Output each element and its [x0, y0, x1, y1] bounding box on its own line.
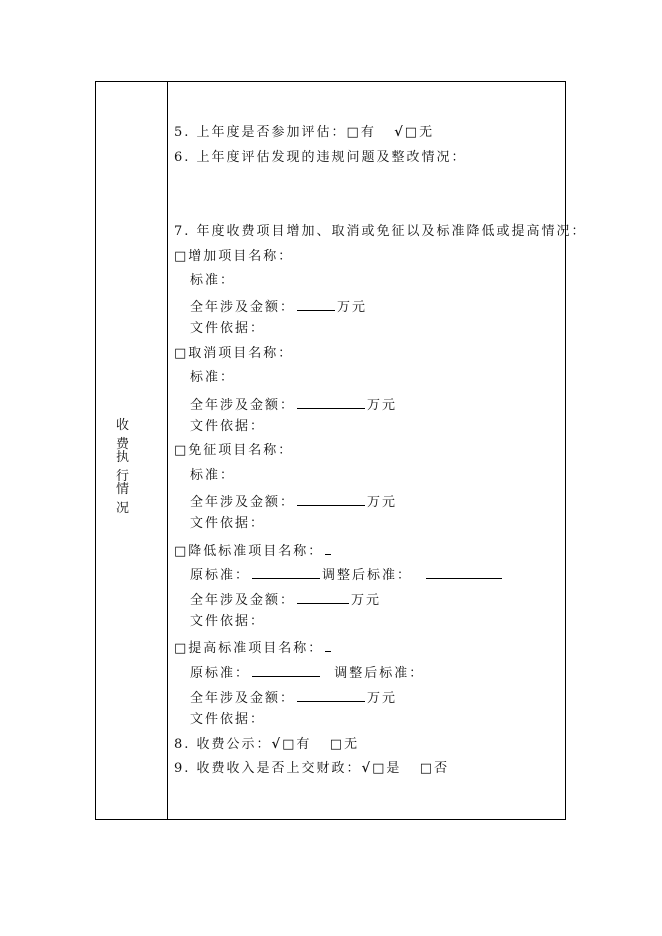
q5-text: 5. 上年度是否参加评估： [174, 125, 347, 140]
table-border [95, 81, 566, 820]
cancel-unit: 万元 [367, 398, 398, 413]
add-name[interactable]: □增加项目名称： [174, 249, 294, 264]
side-label-2: 执行 [116, 450, 133, 484]
lower-amount-line [190, 589, 381, 607]
q7-line: 7. 年度收费项目增加、取消或免征以及标准降低或提高情况： [174, 224, 587, 239]
raise-orig-label: 原标准： [190, 666, 251, 681]
add-standard: 标准： [190, 273, 236, 288]
lower-orig-label: 原标准： [190, 568, 251, 583]
side-label-1: 收费 [116, 418, 133, 452]
lower-name-label[interactable]: □降低标准项目名称： [174, 544, 324, 559]
raise-name-line [174, 637, 333, 655]
raise-amount-label: 全年涉及金额： [190, 691, 296, 706]
add-amount-label: 全年涉及金额： [190, 300, 296, 315]
side-label-3: 情况 [116, 482, 133, 516]
q5-line [174, 124, 434, 142]
cancel-name[interactable]: □取消项目名称： [174, 346, 294, 361]
q8-line [174, 736, 359, 754]
column-divider [167, 81, 168, 820]
q9-text: 9. 收费收入是否上交财政： [174, 761, 362, 776]
exempt-amount-line [190, 491, 397, 509]
lower-name-field[interactable] [325, 540, 331, 555]
cancel-basis: 文件依据： [190, 419, 266, 434]
lower-standard-line [190, 564, 504, 582]
add-basis: 文件依据： [190, 321, 266, 336]
lower-adjusted-label: 调整后标准： [322, 568, 413, 583]
cancel-amount-label: 全年涉及金额： [190, 398, 296, 413]
q5-option-yes[interactable]: □有 [346, 125, 376, 140]
add-unit: 万元 [337, 300, 368, 315]
q9-option-no[interactable]: □否 [419, 761, 450, 776]
q9-option-yes[interactable]: □是 [372, 761, 402, 776]
lower-amount-label: 全年涉及金额： [190, 593, 296, 608]
lower-name-line [174, 540, 333, 558]
q9-line [174, 760, 449, 778]
q6-line: 6. 上年度评估发现的违规问题及整改情况： [174, 150, 467, 165]
lower-adjusted-field[interactable] [426, 564, 502, 579]
exempt-name[interactable]: □免征项目名称： [174, 443, 294, 458]
check-mark-icon: √ [271, 737, 283, 752]
lower-unit: 万元 [351, 593, 382, 608]
exempt-standard: 标准： [190, 468, 236, 483]
cancel-amount-field[interactable] [297, 394, 365, 409]
exempt-unit: 万元 [367, 495, 398, 510]
q5-option-no[interactable]: □无 [404, 125, 435, 140]
q8-option-yes[interactable]: □有 [282, 737, 312, 752]
raise-name-field[interactable] [325, 637, 331, 652]
check-mark-icon: √ [394, 125, 405, 140]
lower-orig-field[interactable] [252, 564, 320, 579]
raise-basis: 文件依据： [190, 712, 266, 727]
raise-name-label[interactable]: □提高标准项目名称： [174, 641, 324, 656]
q8-text: 8. 收费公示： [174, 737, 272, 752]
raise-unit: 万元 [367, 691, 398, 706]
cancel-standard: 标准： [190, 370, 236, 385]
raise-standard-line [190, 662, 424, 680]
exempt-basis: 文件依据： [190, 516, 266, 531]
raise-adjusted-label: 调整后标准： [334, 666, 425, 681]
add-amount-line [190, 296, 367, 314]
lower-amount-field[interactable] [297, 589, 349, 604]
check-mark-icon: √ [361, 761, 373, 776]
raise-amount-field[interactable] [297, 687, 365, 702]
exempt-amount-label: 全年涉及金额： [190, 495, 296, 510]
exempt-amount-field[interactable] [297, 491, 365, 506]
raise-orig-field[interactable] [252, 662, 320, 677]
add-amount-field[interactable] [297, 296, 335, 311]
q8-option-no[interactable]: □无 [329, 737, 360, 752]
cancel-amount-line [190, 394, 397, 412]
lower-basis: 文件依据： [190, 614, 266, 629]
raise-amount-line [190, 687, 397, 705]
